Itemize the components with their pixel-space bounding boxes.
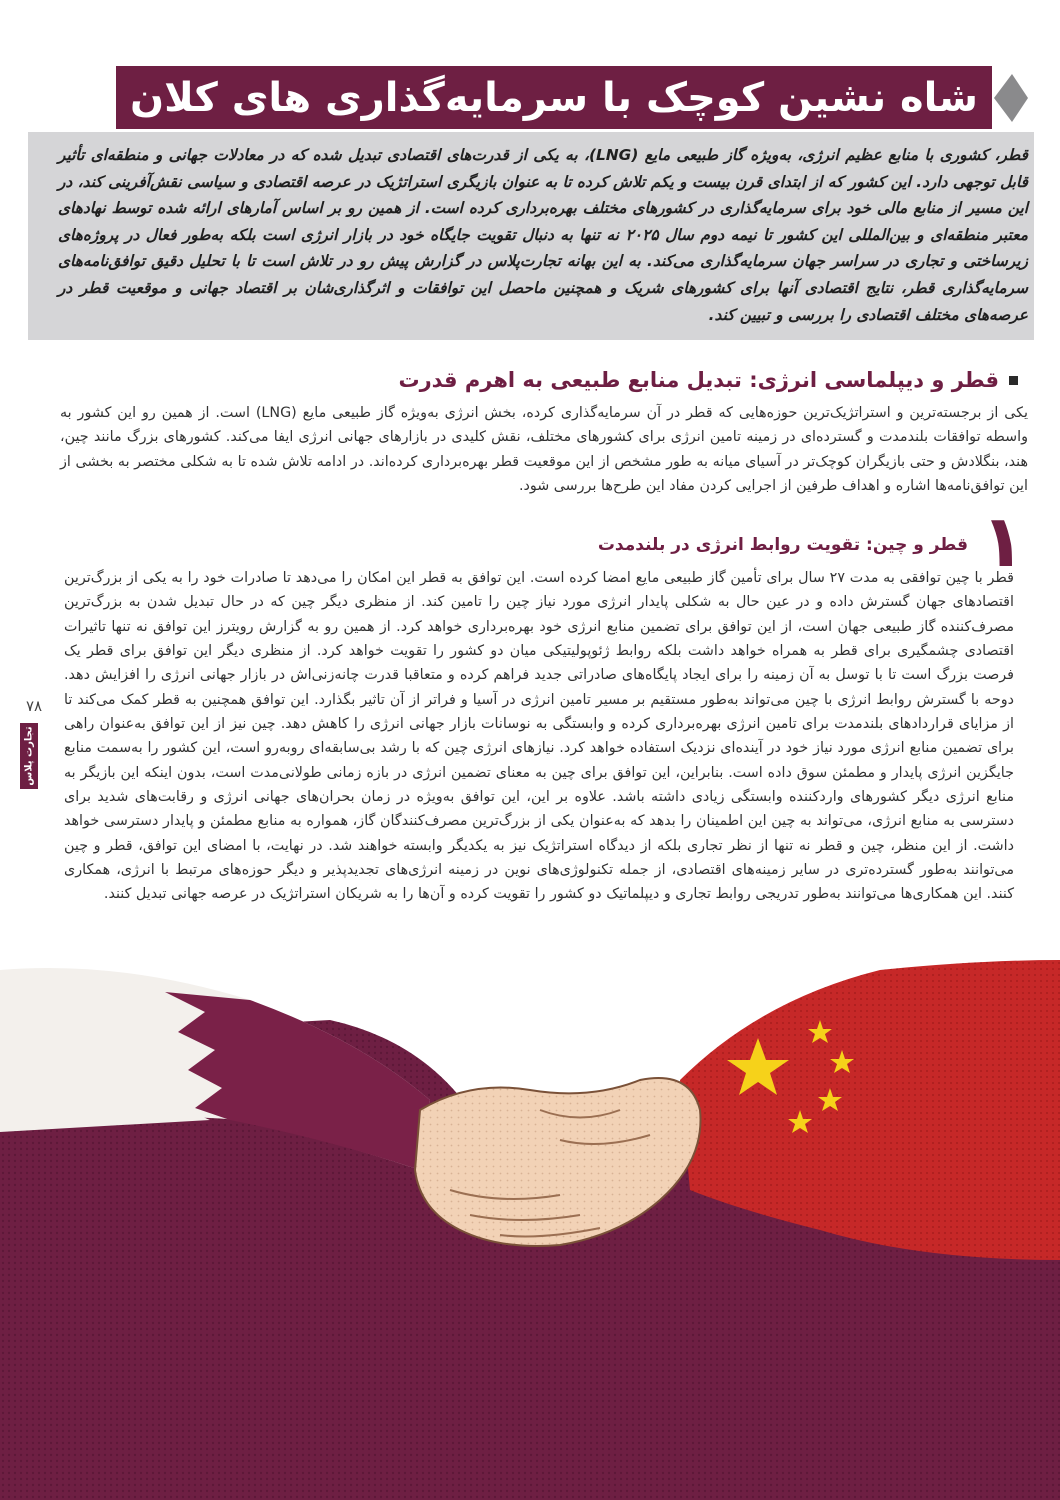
magazine-name: تجارت پلاس xyxy=(23,726,35,786)
section-heading xyxy=(398,368,1018,392)
handshake-illustration xyxy=(0,960,1060,1500)
subsection-number: ۱ xyxy=(981,499,1025,583)
page-title: شاه نشین کوچک با سرمایه‌گذاری های کلان xyxy=(116,66,992,129)
title-arrow-icon xyxy=(994,74,1028,122)
lead-paragraph: قطر، کشوری با منابع عظیم انرژی، به‌ویژه گاز طبیعی مایع (LNG)، به یکی از قدرت‌های اقتصادی تبدیل شده که در معادلات جهانی و منطقه‌ای تأثیر قابل توجهی دارد. این کشور که از ابتدای قرن بیست و یکم تلاش کرده تا به عنوان بازیگری استراتژیک در عرصه اقتصادی و سیاسی نقش‌آفرینی کند، در این مسیر از منابع مالی خود برای سرمایه‌گذاری در کشورهای مختلف بهره‌برداری کرده است. از همین رو بر اساس آمارهای ارائه شده توسط نهادهای معتبر منطقه‌ای و بین‌المللی این کشور تا نیمه دوم سال ۲۰۲۵ نه تنها به دنبال تقویت جایگاه خود در بازار انرژی است بلکه به‌طور فعال در پروژه‌های زیرساختی و تجاری در سراسر جهان سرمایه‌گذاری می‌کند. به این بهانه تجارت‌پلاس در گزارش پیش رو در تلاش است تا با تحلیل دقیق توافق‌نامه‌های سرمایه‌گذاری قطر، نتایج اقتصادی آنها برای کشورهای شریک و همچنین ماحصل این توافقات و اثرگذاری‌شان بر اقتصاد جهانی و موقعیت قطر در عرصه‌های مختلف اقتصادی را بررسی و تبیین کند. xyxy=(58,146,1028,324)
magazine-tag xyxy=(20,723,38,789)
section-body: یکی از برجسته‌ترین و استراتژیک‌ترین حوزه‌هایی که قطر در آن سرمایه‌گذاری کرده، بخش انرژی به‌ویژه گاز طبیعی مایع (LNG) است. از همین رو این کشور به واسطه توافقات بلندمدت و گسترده‌ای در زمینه تامین انرژی برای کشورهای مختلف، نقش کلیدی در بازارهای جهانی انرژی ایفا می‌کند. کشورهای بزرگ مانند چین، هند، بنگلادش و حتی بازیگران کوچک‌تر در آسیای میانه به طور مشخص از این موقعیت قطر بهره‌برداری کرده‌اند. در ادامه تلاش شده تا به شکلی مختصر به بخشی از این توافق‌نامه‌ها اشاره و اهداف طرفین از اجرایی کردن مفاد این طرح‌ها بررسی شود. xyxy=(60,405,1028,495)
subsection-heading: قطر و چین: تقویت روابط انرژی در بلندمدت xyxy=(597,535,968,555)
page-number: ۷۸ xyxy=(25,697,43,715)
subsection-body: قطر با چین توافقی به مدت ۲۷ سال برای تأمین گاز طبیعی مایع امضا کرده است. این توافق به قطر این امکان را می‌دهد تا صادرات خود را به یکی از بزرگ‌ترین اقتصادهای جهان گسترش داده و در عین حال به شکلی پایدار انرژی مورد نیاز چین را تامین کند. از منظری دیگر چین که در حال تبدیل شدن به بزرگ‌ترین مصرف‌کننده گاز طبیعی جهان است، از این توافق برای تضمین منابع انرژی خود بهره‌برداری خواهد کرد. از همین رو به گزارش رویترز این توافق نه تنها تاثیرات اقتصادی چشمگیری برای قطر به همراه خواهد داشت بلکه روابط ژئوپولیتیکی میان دو کشور را تقویت خواهد کرد. از منظری دیگر این توافق برای قطر یک فرصت بزرگ است تا با توسل به آن زمینه را برای ایجاد پایگاه‌های صادراتی جدید فراهم کرده و متعاقبا قدرت چانه‌زنی‌اش در بازار جهانی انرژی را افزایش دهد. دوحه با گسترش روابط انرژی با چین می‌تواند به‌طور مستقیم بر مسیر تامین انرژی در آسیا و فراتر از آن تاثیر بگذارد. این توافق همچنین به قطر کمک می‌کند تا از مزایای قراردادهای بلندمدت برای تامین انرژی بهره‌برداری کرده و وابستگی به نوسانات بازار جهانی انرژی را کاهش دهد. چین نیز از این توافق به‌عنوان راهی برای تضمین منابع انرژی مورد نیاز خود در آینده‌ای نزدیک استفاده خواهد کرد. نیازهای انرژی چین که با رشد بی‌سابقه‌ای روبه‌رو است، این کشور را به‌سمت منابع جایگزین انرژی پایدار و مطمئن سوق داده است. بنابراین، این توافق برای چین به معنای تضمین انرژی در بازه زمانی طولانی‌مدت است، بدون اینکه این بازیگر به منابع انرژی دیگر کشورهای واردکننده وابستگی زیادی داشته باشد. علاوه بر این، این توافق به‌ویژه در زمان بحران‌های جهانی انرژی و رقابت‌های شدید برای دسترسی به منابع انرژی، می‌تواند به چین این اطمینان را بدهد که به‌عنوان یکی از بزرگ‌ترین مصرف‌کنندگان گاز، همواره به منابع مطمئن و پایدار دسترسی خواهد داشت. از این منظر، چین و قطر نه تنها از نظر تجاری بلکه از دیدگاه استراتژیک نیز به یکدیگر وابسته خواهند شد. در نهایت، با امضای این توافق، قطر و چین می‌توانند به‌طور گسترده‌تری در سایر زمینه‌های اقتصادی، از جمله تکنولوژی‌های نوین در زمینه انرژی‌های تجدیدپذیر و دیگر حوزه‌های مرتبط با انرژی، همکاری کنند. این همکاری‌ها می‌توانند به‌طور تدریجی روابط تجاری و دیپلماتیک دو کشور را تقویت کرده و آن‌ها را به شریکان استراتژیک در عرصه جهانی تبدیل کنند. xyxy=(64,570,1014,903)
section-heading-text: قطر و دیپلماسی انرژی: تبدیل منابع طبیعی به اهرم قدرت xyxy=(398,368,999,392)
square-bullet-icon xyxy=(1009,376,1018,385)
